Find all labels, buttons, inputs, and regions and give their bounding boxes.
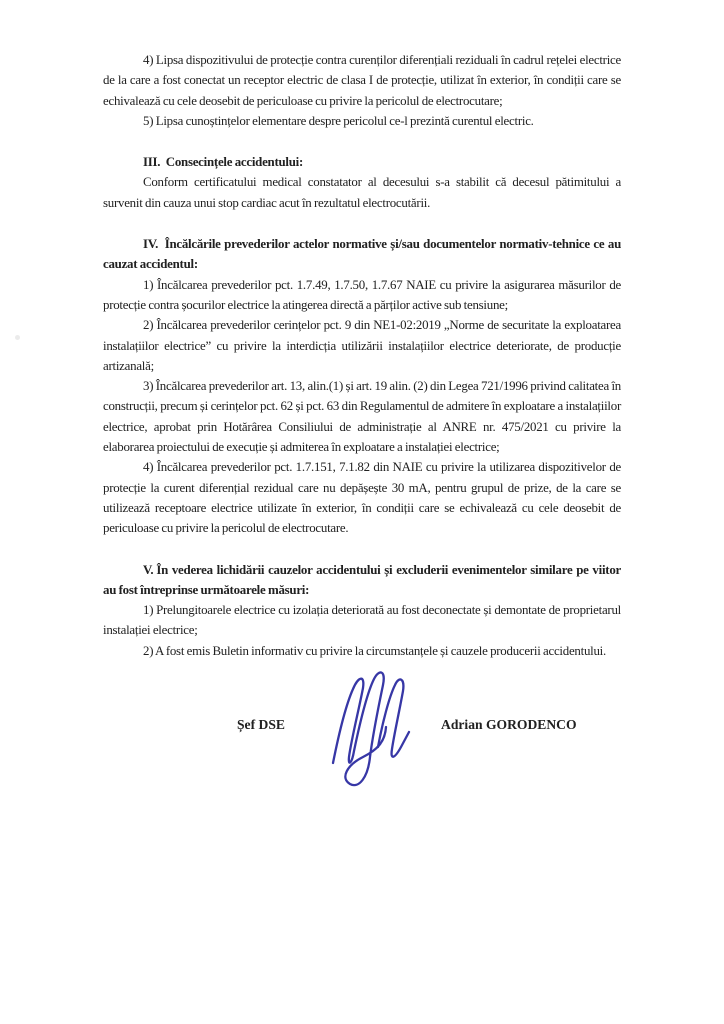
section-iv-title: Încălcările prevederilor actelor normative și/sau documentelor normativ-tehnice ce au cauzat accidentul: <box>103 237 621 272</box>
section-iv-number: IV. <box>143 237 159 252</box>
section-iii-heading <box>103 152 621 172</box>
signature-ink <box>323 657 419 793</box>
section-iv-item-1: 1) Încălcarea prevederilor pct. 1.7.49, 1.7.50, 1.7.67 NAIE cu privire la asigurarea măsurilor de protecție contra șocurilor electrice la atingerea directă a părților active sub tensiune; <box>103 277 621 312</box>
section-v-heading <box>103 560 621 601</box>
section-iii-title: Consecințele accidentului: <box>165 155 304 170</box>
document-body <box>103 50 621 835</box>
section-iii-paragraph: Conform certificatului medical constatator al decesului s-a stabilit că decesul pătimitului a survenit din cauza unui stop cardiac acut în rezultatul electrocutării. <box>103 175 621 210</box>
section-v-item-1: 1) Prelungitoarele electrice cu izolația deteriorată au fost deconectate și demontate de proprietarul instalației electrice; <box>103 603 621 638</box>
signature-stroke-main <box>333 672 386 785</box>
signer-title: Șef DSE <box>237 717 285 733</box>
cause-item-5: 5) Lipsa cunoștințelor elementare despre pericolul ce-l prezintă curentul electric. <box>143 113 534 128</box>
section-iii-number: III. <box>143 155 161 170</box>
cause-item-4: 4) Lipsa dispozitivului de protecție contra curenților diferențiali reziduali în cadrul rețelei electrice de la care a fost conectat un receptor electric de clasa I de protecție, utilizat în exterior, în condiții care se echivalează cu cele deosebit de periculoase cu privire la pericolul de electrocutare; <box>103 53 621 108</box>
signer-name: Adrian GORODENCO <box>441 717 577 733</box>
section-iv-item-2: 2) Încălcarea prevederilor cerințelor pct. 9 din NE1-02:2019 „Norme de securitate la exploatarea instalațiilor electrice” cu privire la interdicția utilizării instalațiilor electrice deteriorate, de producție artizanală; <box>103 318 621 373</box>
scan-speck <box>15 335 20 340</box>
section-iv-item-4: 4) Încălcarea prevederilor pct. 1.7.151, 7.1.82 din NAIE cu privire la utilizarea dispozitivelor de protecție la curent diferențial rezidual care nu depășește 30 mA, pentru grupul de prize, de la care se utilizează receptoare electrice utilizate în exterior, în condiții care se echivalează cu cele deosebit de periculoase cu privire la pericolul de electrocutare. <box>103 460 621 536</box>
section-v-title: În vederea lichidării cauzelor accidentului și excluderii evenimentelor similare pe viitor au fost întreprinse următoarele măsuri: <box>103 562 621 597</box>
section-iv-heading <box>103 234 621 275</box>
section-v-number: V. <box>143 562 154 577</box>
section-v-item-2: 2) A fost emis Buletin informativ cu privire la circumstanțele și cauzele producerii accidentului. <box>143 643 606 658</box>
section-iv-item-3: 3) Încălcarea prevederilor art. 13, alin.(1) și art. 19 alin. (2) din Legea 721/1996 privind calitatea în construcții, precum și cerințelor pct. 62 și pct. 63 din Regulamentul de admitere în exploatare a instalațiilor electrice, aprobat prin Hotărârea Consiliului de administrație al ANRE nr. 475/2021 cu privire la elaborarea proiectului de execuție și admiterea în exploatare a instalației electrice; <box>103 379 621 455</box>
signature-block <box>103 705 621 835</box>
